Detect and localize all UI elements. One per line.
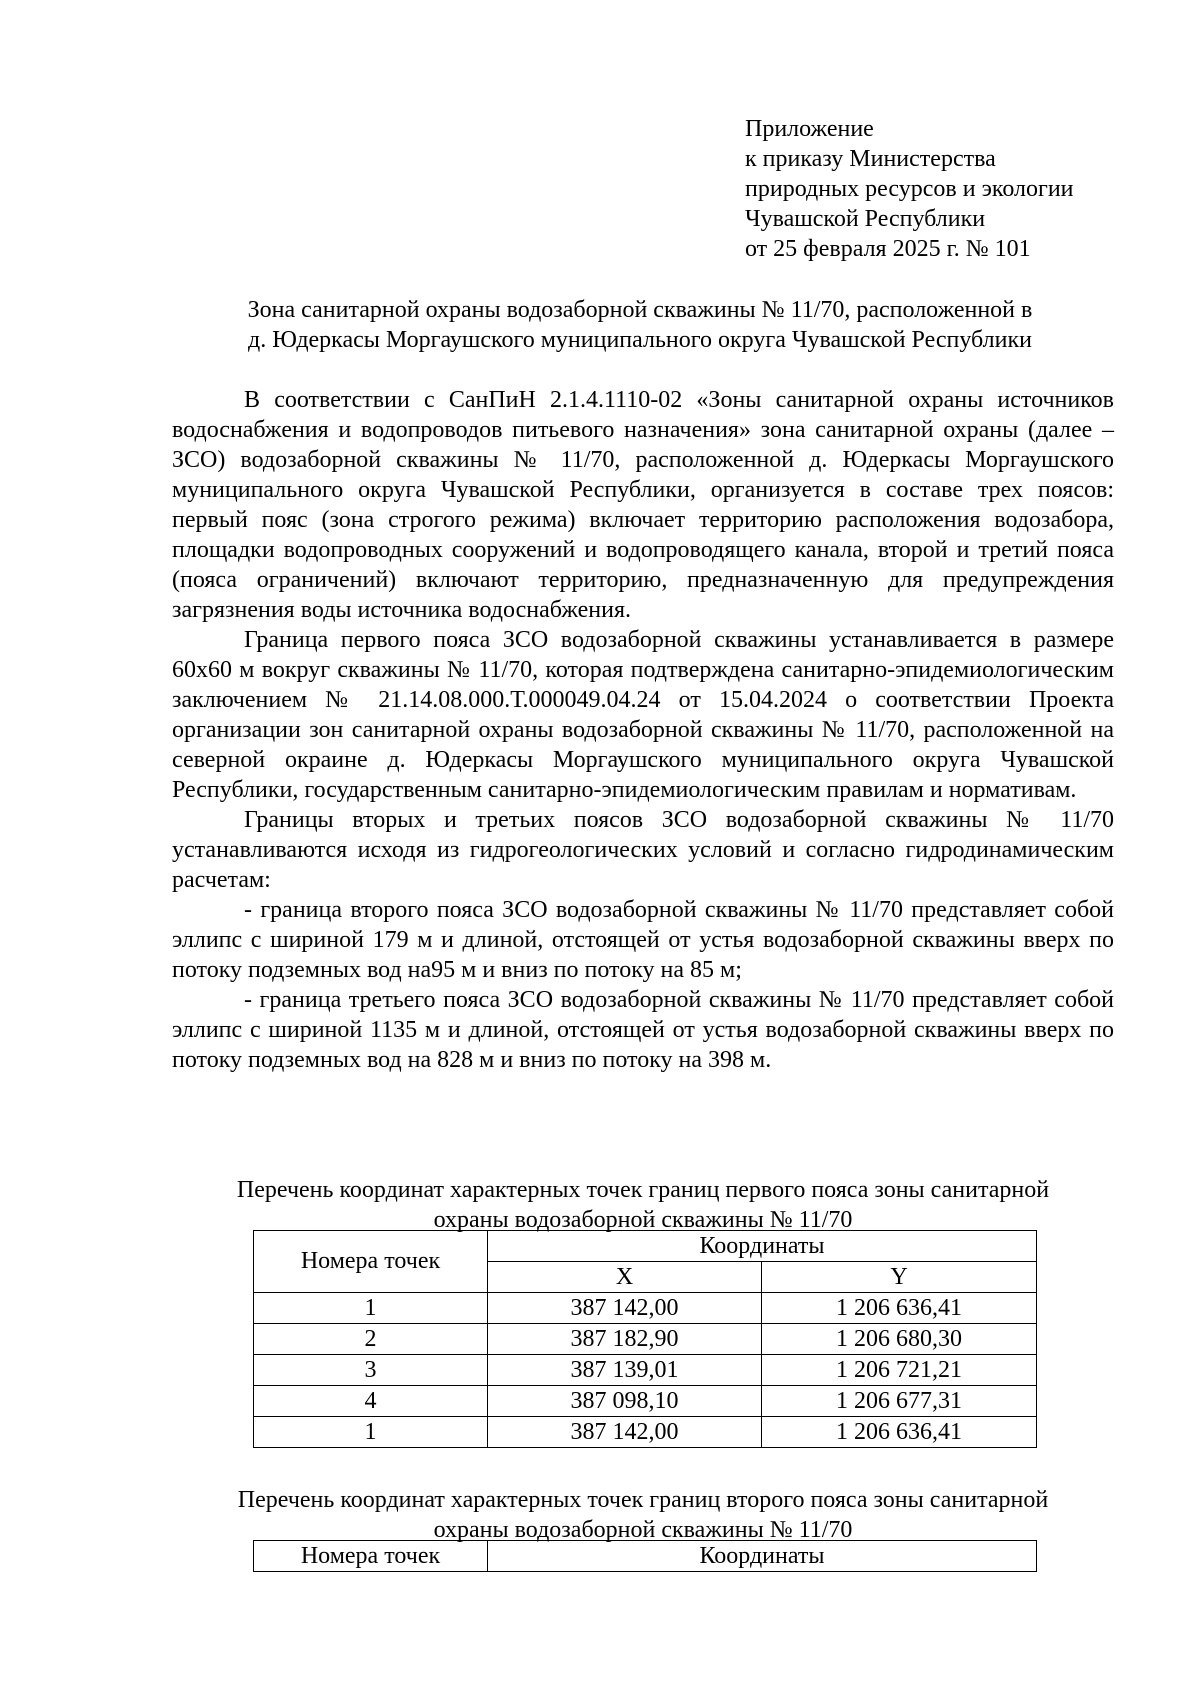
caption-line: охраны водозаборной скважины № 11/70: [433, 1517, 853, 1543]
coord-x: 387 142,00: [488, 1293, 762, 1324]
approval-block: [745, 114, 1074, 264]
table1-caption: [172, 1175, 1114, 1235]
caption-line: Перечень координат характерных точек границ второго пояса зоны санитарной: [237, 1487, 1049, 1513]
title-line: Зона санитарной охраны водозаборной скважины № 11/70, расположенной в: [247, 297, 1033, 323]
coord-x: 387 139,01: [488, 1355, 762, 1386]
document-title: [170, 295, 1110, 355]
coord-x: 387 182,90: [488, 1324, 762, 1355]
paragraph: - граница третьего пояса ЗСО водозаборной скважины № 11/70 представляет собой эллипс с шириной 1135 м и длиной, отстоящей от устья водозаборной скважины вверх по потоку подземных вод на 828 м и вниз по потоку на 398 м.: [172, 987, 1114, 1073]
point-number: 1: [254, 1293, 488, 1324]
point-number: 3: [254, 1355, 488, 1386]
header-coordinates: Координаты: [488, 1231, 1037, 1262]
coord-y: 1 206 636,41: [762, 1417, 1037, 1448]
caption-line: Перечень координат характерных точек границ первого пояса зоны санитарной: [236, 1177, 1050, 1203]
paragraph: Границы вторых и третьих поясов ЗСО водозаборной скважины № 11/70 устанавливаются исходя из гидрогеологических условий и согласно гидродинамическим расчетам:: [172, 807, 1114, 893]
table1-coordinates: [253, 1230, 1037, 1448]
header-points: Номера точек: [254, 1231, 488, 1293]
header-y: Y: [762, 1262, 1037, 1293]
table-row: [254, 1386, 1037, 1417]
table-row: [254, 1324, 1037, 1355]
table2-coordinates: [253, 1540, 1037, 1572]
point-number: 1: [254, 1417, 488, 1448]
coord-y: 1 206 636,41: [762, 1293, 1037, 1324]
coord-y: 1 206 680,30: [762, 1324, 1037, 1355]
coord-y: 1 206 721,21: [762, 1355, 1037, 1386]
approval-line: природных ресурсов и экологии: [745, 176, 1074, 202]
paragraph: - граница второго пояса ЗСО водозаборной скважины № 11/70 представляет собой эллипс с шириной 179 м и длиной, отстоящей от устья водозаборной скважины вверх по потоку подземных вод на95 м и вниз по потоку на 85 м;: [172, 897, 1114, 983]
approval-line: к приказу Министерства: [745, 146, 996, 172]
point-number: 4: [254, 1386, 488, 1417]
coord-x: 387 098,10: [488, 1386, 762, 1417]
body-text: [172, 385, 1114, 1075]
table2-caption: [172, 1485, 1114, 1545]
coord-y: 1 206 677,31: [762, 1386, 1037, 1417]
coord-x: 387 142,00: [488, 1417, 762, 1448]
point-number: 2: [254, 1324, 488, 1355]
caption-line: охраны водозаборной скважины № 11/70: [433, 1207, 853, 1233]
title-line: д. Юдеркасы Моргаушского муниципального округа Чувашской Республики: [248, 327, 1032, 353]
approval-line: от 25 февраля 2025 г. № 101: [745, 236, 1031, 262]
approval-line: Приложение: [745, 116, 874, 142]
table-row: [254, 1417, 1037, 1448]
header-points: Номера точек: [254, 1541, 488, 1572]
table-row: [254, 1293, 1037, 1324]
paragraph: Граница первого пояса ЗСО водозаборной скважины устанавливается в размере 60х60 м вокруг скважины № 11/70, которая подтверждена санитарно-эпидемиологическим заключением № 21.14.08.000.Т.000049.04.24 от 15.04.2024 о соответствии Проекта организации зон санитарной охраны водозаборной скважины № 11/70, расположенной на северной окраине д. Юдеркасы Моргаушского муниципального округа Чувашской Республики, государственным санитарно-эпидемиологическим правилам и нормативам.: [172, 627, 1114, 803]
header-x: X: [488, 1262, 762, 1293]
approval-line: Чувашской Республики: [745, 206, 986, 232]
table-row: [254, 1355, 1037, 1386]
header-coordinates: Координаты: [488, 1541, 1037, 1572]
paragraph: В соответствии с СанПиН 2.1.4.1110-02 «Зоны санитарной охраны источников водоснабжения и водопроводов питьевого назначения» зона санитарной охраны (далее – ЗСО) водозаборной скважины № 11/70, расположенной д. Юдеркасы Моргаушского муниципального округа Чувашской Республики, организуется в составе трех поясов: первый пояс (зона строгого режима) включает территорию расположения водозабора, площадки водопроводных сооружений и водопроводящего канала, второй и третий пояса (пояса ограничений) включают территорию, предназначенную для предупреждения загрязнения воды источника водоснабжения.: [172, 387, 1114, 623]
